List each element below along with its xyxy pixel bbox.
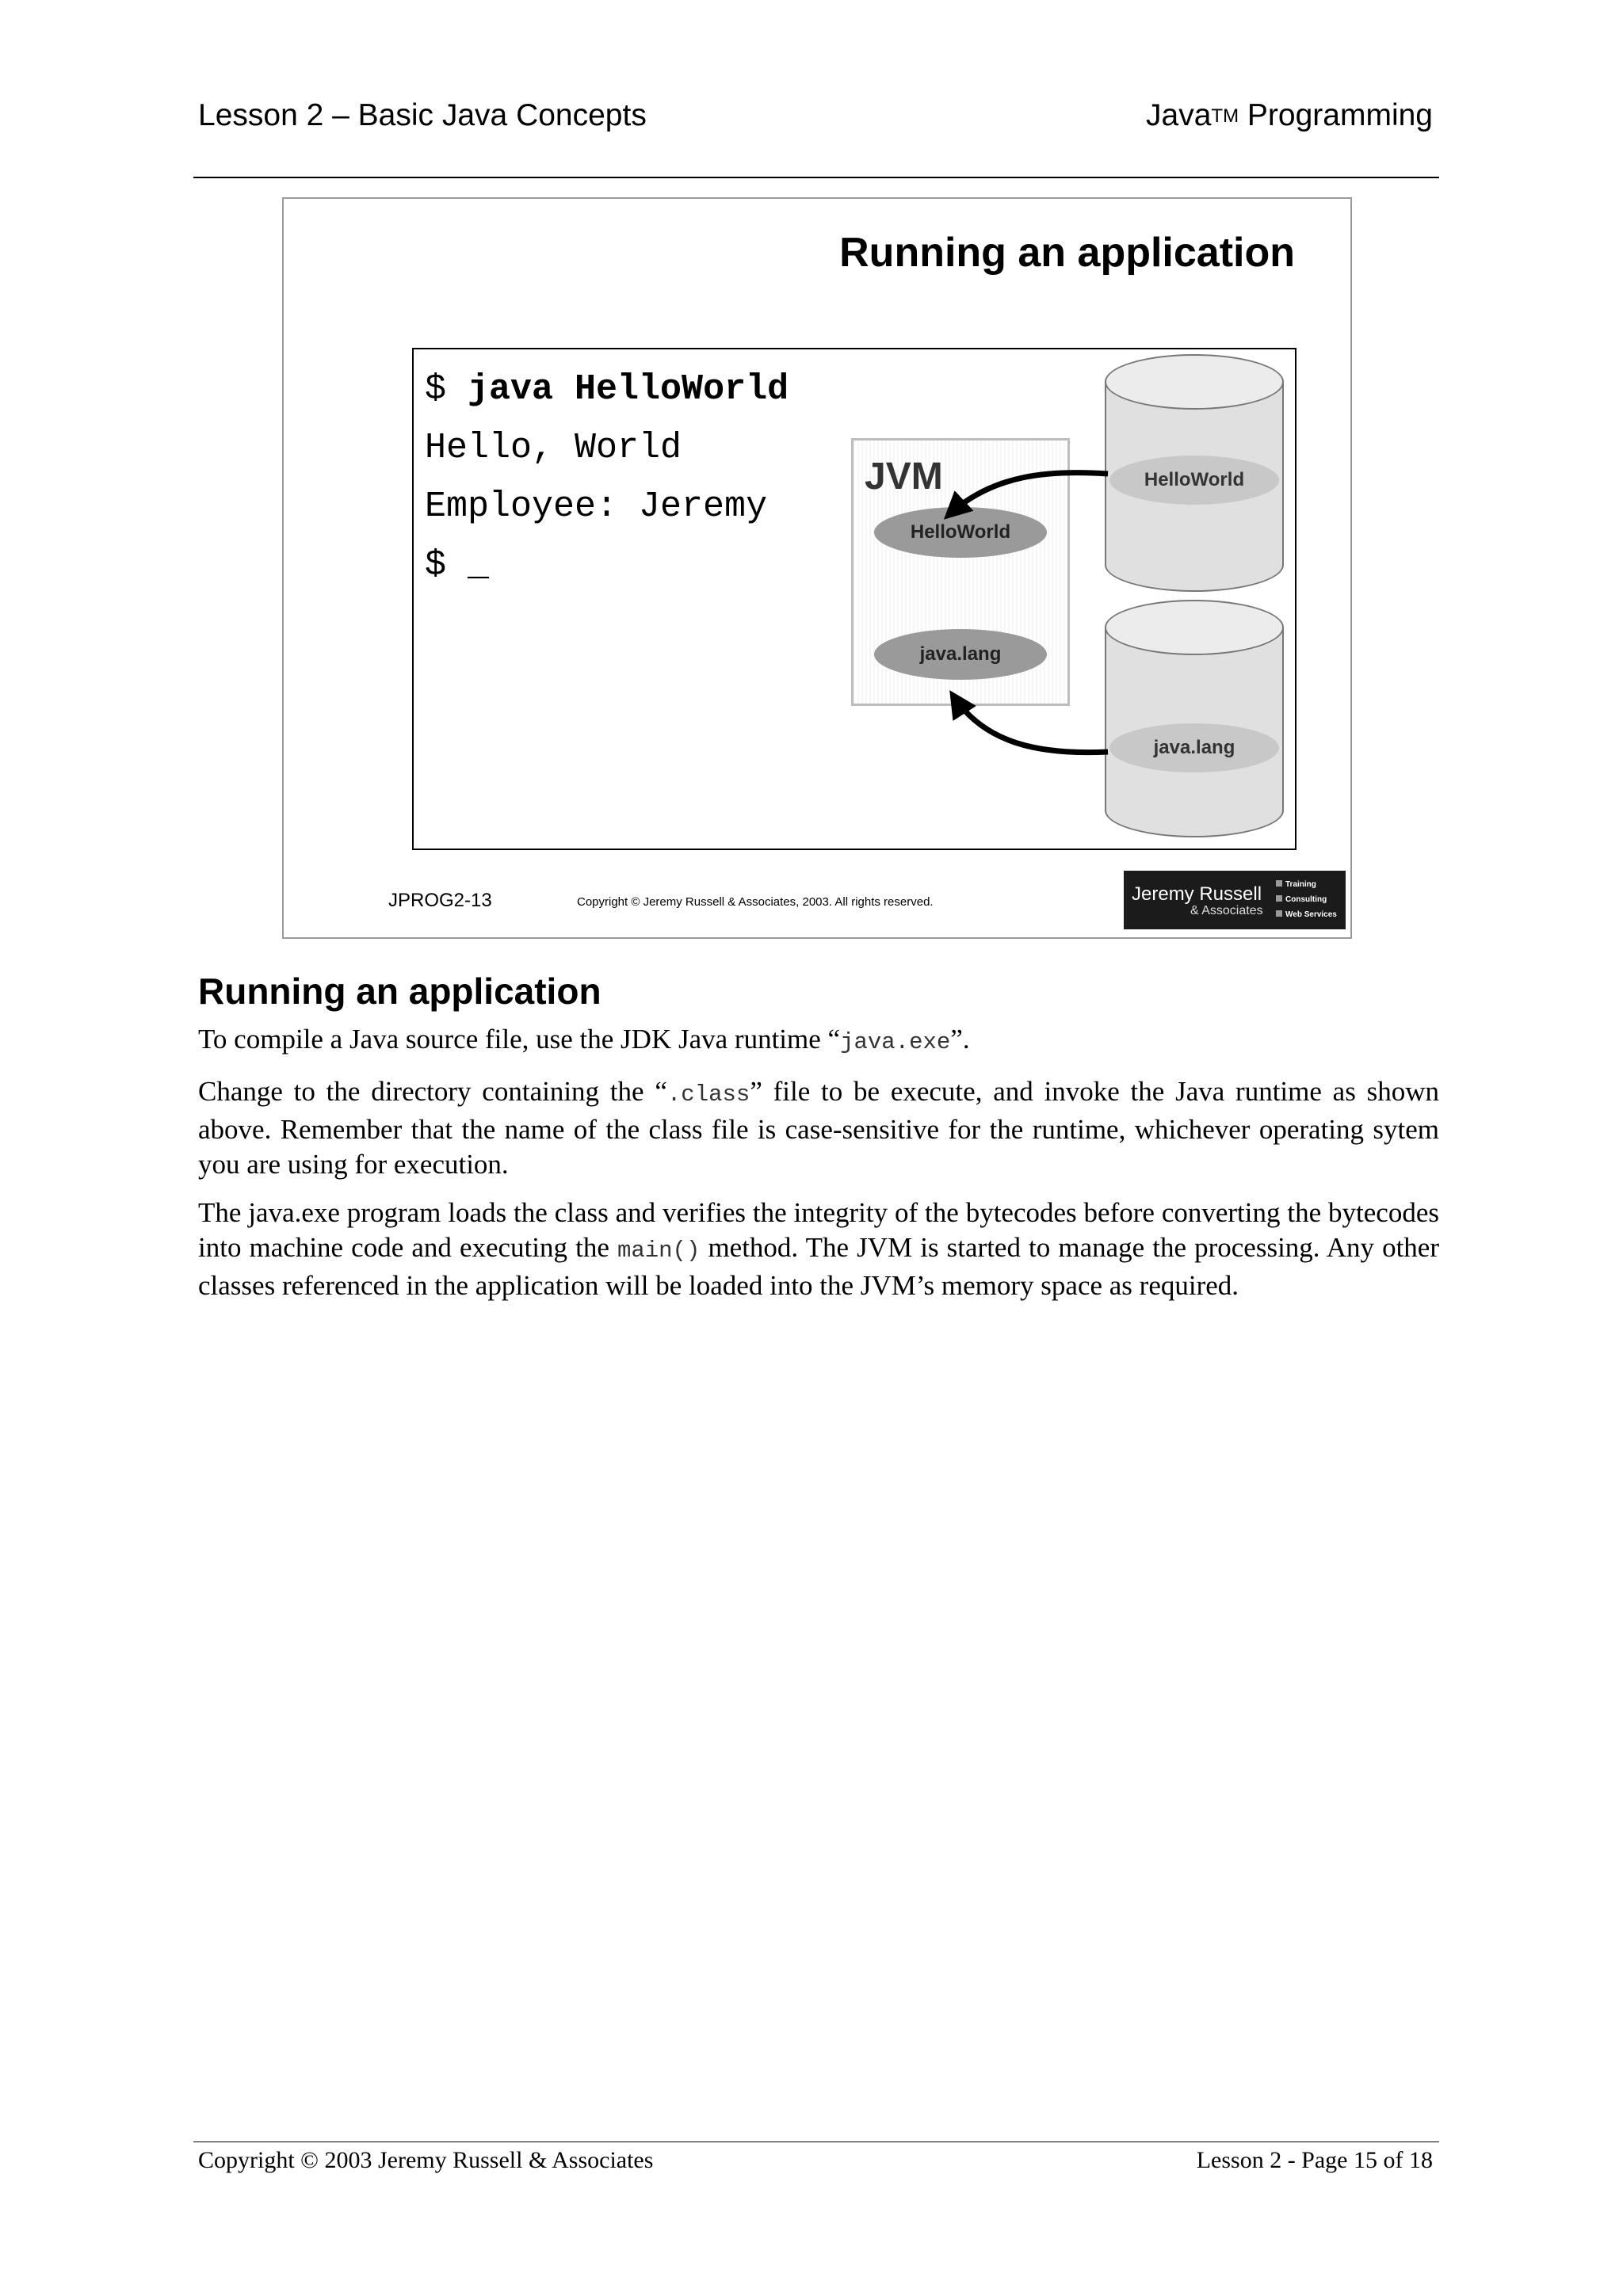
logo-services bbox=[1276, 877, 1337, 922]
header-trademark: TM bbox=[1211, 105, 1239, 127]
p3-text-end: method. The JVM is started to manage the processing. Any other classes referenced in the application will be loaded into the JVM’s memory space as required. bbox=[198, 1232, 1439, 1301]
jvm-box bbox=[851, 438, 1070, 706]
terminal-line-2: Hello, World bbox=[425, 428, 682, 468]
logo-subtitle: & Associates bbox=[1190, 904, 1263, 917]
p1-code: java.exe bbox=[840, 1029, 951, 1055]
jvm-class-java-lang: java.lang bbox=[874, 629, 1047, 680]
company-logo bbox=[1124, 871, 1346, 929]
p2-text: Change to the directory containing the “ bbox=[198, 1076, 667, 1107]
footer-copyright: Copyright © 2003 Jeremy Russell & Associates bbox=[198, 2147, 654, 2173]
slide-copyright: Copyright © Jeremy Russell & Associates, 2003. All rights reserved. bbox=[577, 895, 934, 909]
disk-java-lang bbox=[1105, 600, 1287, 837]
terminal-line-3: Employee: Jeremy bbox=[425, 486, 768, 527]
jvm-class-helloworld: HelloWorld bbox=[874, 507, 1047, 558]
slide-code: JPROG2-13 bbox=[388, 890, 492, 911]
jvm-label: JVM bbox=[865, 456, 943, 498]
p2-code: .class bbox=[666, 1081, 750, 1108]
disk-helloworld bbox=[1105, 354, 1287, 592]
disk-top bbox=[1105, 354, 1284, 410]
slide-title: Running an application bbox=[839, 230, 1295, 276]
logo-service-consulting: Consulting bbox=[1276, 892, 1337, 907]
section-title: Running an application bbox=[198, 971, 601, 1012]
logo-service-training: Training bbox=[1276, 877, 1337, 892]
terminal-output bbox=[425, 360, 789, 595]
terminal-prompt: $ bbox=[425, 369, 468, 410]
logo-service-web: Web Services bbox=[1276, 907, 1337, 922]
logo-name: Jeremy Russell bbox=[1132, 883, 1262, 905]
header-java: Java bbox=[1146, 98, 1212, 132]
terminal-line-1 bbox=[425, 360, 789, 419]
p3-text: The java.exe program loads the class and verifies the integrity of the bytecodes before converting the bytecodes into machine code and executing the bbox=[198, 1197, 1439, 1263]
disk-label-helloworld: HelloWorld bbox=[1109, 456, 1279, 505]
disk-label-java-lang: java.lang bbox=[1109, 723, 1279, 772]
header-lesson-title: Lesson 2 – Basic Java Concepts bbox=[198, 98, 647, 132]
header-rule bbox=[193, 177, 1439, 178]
header-course-title bbox=[1146, 98, 1433, 133]
disk-top bbox=[1105, 600, 1284, 655]
p3-code: main() bbox=[617, 1238, 701, 1264]
terminal-line-4: $ _ bbox=[425, 545, 490, 585]
slide-diagram bbox=[412, 348, 1296, 850]
paragraph-1 bbox=[198, 1022, 1439, 1060]
terminal-command: java HelloWorld bbox=[468, 369, 789, 410]
footer-page-number: Lesson 2 - Page 15 of 18 bbox=[1196, 2147, 1433, 2173]
paragraph-3 bbox=[198, 1196, 1439, 1303]
p1-text: To compile a Java source file, use the JDK Java runtime “ bbox=[198, 1024, 841, 1055]
slide-frame bbox=[282, 197, 1352, 939]
p1-text-end: ”. bbox=[950, 1024, 970, 1055]
p2-text-end: ” file to be execute, and invoke the Java runtime as shown above. Remember that the name of the class file is case-sensitive for the runtime, whichever operating sytem you are using for execution. bbox=[198, 1076, 1439, 1180]
paragraph-2 bbox=[198, 1074, 1439, 1182]
header-programming: Programming bbox=[1239, 98, 1433, 132]
